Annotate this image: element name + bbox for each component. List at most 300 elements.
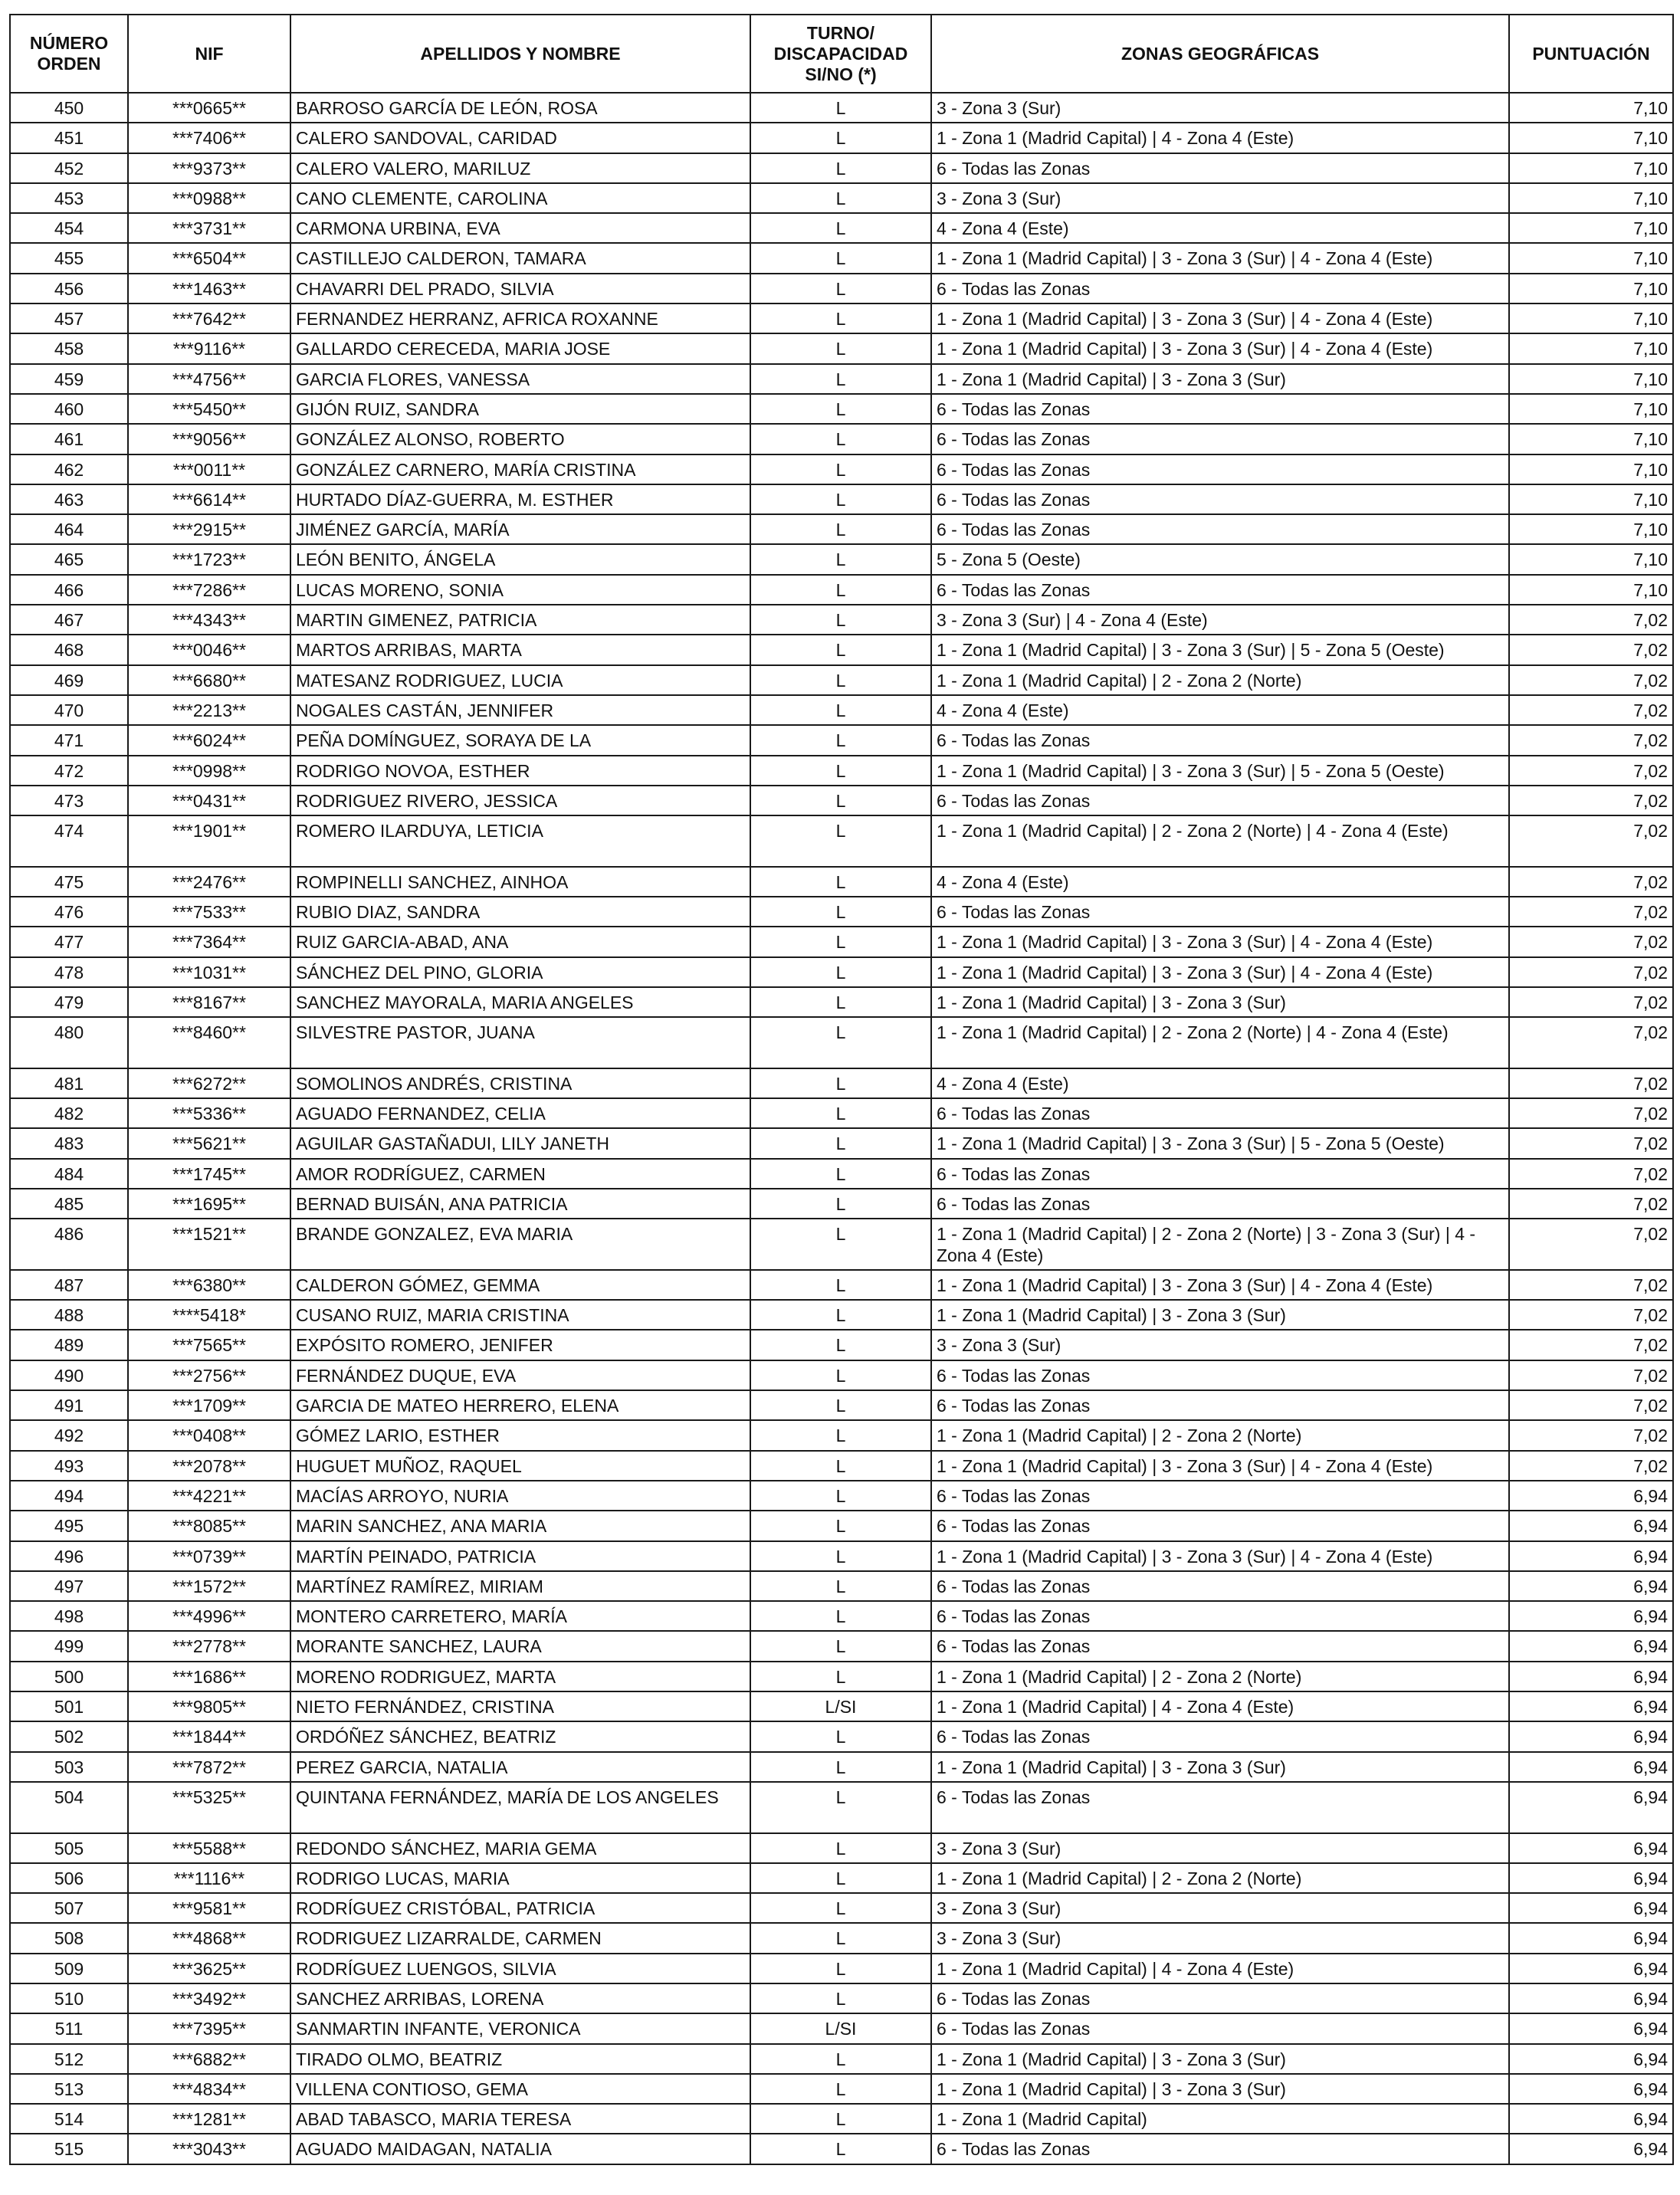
turno-cell: L <box>750 2044 931 2074</box>
table-row <box>10 514 1673 544</box>
nif-cell: ***6614** <box>128 484 290 514</box>
puntuacion-cell: 6,94 <box>1509 1631 1673 1661</box>
turno-cell: L <box>750 1017 931 1068</box>
table-row <box>10 897 1673 927</box>
table-row <box>10 484 1673 514</box>
nif-cell: ***7565** <box>128 1330 290 1360</box>
turno-cell: L <box>750 123 931 153</box>
table-row <box>10 1068 1673 1098</box>
zonas-cell: 6 - Todas las Zonas <box>931 484 1509 514</box>
numero-orden-cell: 498 <box>10 1601 128 1631</box>
zonas-cell: 3 - Zona 3 (Sur) <box>931 1893 1509 1923</box>
puntuacion-cell: 6,94 <box>1509 2044 1673 2074</box>
zonas-cell: 1 - Zona 1 (Madrid Capital) | 3 - Zona 3 (Sur) | 4 - Zona 4 (Este) <box>931 243 1509 273</box>
table-row <box>10 1691 1673 1721</box>
turno-cell: L <box>750 1571 931 1601</box>
numero-orden-cell: 471 <box>10 725 128 755</box>
nif-cell: ***0011** <box>128 454 290 484</box>
numero-orden-cell: 503 <box>10 1752 128 1782</box>
numero-orden-cell: 488 <box>10 1300 128 1330</box>
zonas-cell: 6 - Todas las Zonas <box>931 2013 1509 2043</box>
zonas-cell: 6 - Todas las Zonas <box>931 1511 1509 1540</box>
numero-orden-cell: 505 <box>10 1833 128 1863</box>
nombre-cell: GALLARDO CERECEDA, MARIA JOSE <box>290 333 750 363</box>
numero-orden-cell: 465 <box>10 544 128 574</box>
table-row <box>10 123 1673 153</box>
puntuacion-cell: 7,02 <box>1509 1330 1673 1360</box>
nif-cell: ***7364** <box>128 927 290 956</box>
nombre-cell: GARCIA FLORES, VANESSA <box>290 364 750 394</box>
numero-orden-cell: 487 <box>10 1270 128 1300</box>
nif-cell: ***1745** <box>128 1159 290 1189</box>
table-row <box>10 303 1673 333</box>
numero-orden-cell: 511 <box>10 2013 128 2043</box>
table-row <box>10 1330 1673 1360</box>
nif-cell: ***0739** <box>128 1541 290 1571</box>
zonas-cell: 1 - Zona 1 (Madrid Capital) | 3 - Zona 3 (Sur) | 5 - Zona 5 (Oeste) <box>931 635 1509 664</box>
table-row <box>10 725 1673 755</box>
nombre-cell: MARTIN GIMENEZ, PATRICIA <box>290 605 750 635</box>
numero-orden-cell: 500 <box>10 1662 128 1691</box>
nif-cell: ***9373** <box>128 153 290 183</box>
zonas-cell: 3 - Zona 3 (Sur) <box>931 183 1509 213</box>
turno-cell: L <box>750 394 931 424</box>
numero-orden-cell: 476 <box>10 897 128 927</box>
nombre-cell: SÁNCHEZ DEL PINO, GLORIA <box>290 957 750 987</box>
nif-cell: ***8167** <box>128 987 290 1017</box>
nif-cell: ***4868** <box>128 1923 290 1953</box>
table-row <box>10 1481 1673 1511</box>
nombre-cell: SOMOLINOS ANDRÉS, CRISTINA <box>290 1068 750 1098</box>
numero-orden-cell: 466 <box>10 575 128 605</box>
zonas-cell: 6 - Todas las Zonas <box>931 786 1509 815</box>
zonas-cell: 1 - Zona 1 (Madrid Capital) | 3 - Zona 3 (Sur) | 5 - Zona 5 (Oeste) <box>931 1128 1509 1158</box>
nombre-cell: RUIZ GARCIA-ABAD, ANA <box>290 927 750 956</box>
nombre-cell: BRANDE GONZALEZ, EVA MARIA <box>290 1219 750 1270</box>
puntuacion-cell: 6,94 <box>1509 1833 1673 1863</box>
turno-cell: L <box>750 333 931 363</box>
nif-cell: ***5621** <box>128 1128 290 1158</box>
nombre-cell: RODRIGUEZ LIZARRALDE, CARMEN <box>290 1923 750 1953</box>
turno-cell: L <box>750 1833 931 1863</box>
table-row <box>10 394 1673 424</box>
numero-orden-cell: 502 <box>10 1721 128 1751</box>
nif-cell: ***8085** <box>128 1511 290 1540</box>
turno-cell: L <box>750 1481 931 1511</box>
nombre-cell: MARTÍN PEINADO, PATRICIA <box>290 1541 750 1571</box>
puntuacion-cell: 6,94 <box>1509 1541 1673 1571</box>
turno-cell: L <box>750 274 931 303</box>
nif-cell: ***6272** <box>128 1068 290 1098</box>
nif-cell: ***9581** <box>128 1893 290 1923</box>
zonas-cell: 6 - Todas las Zonas <box>931 1631 1509 1661</box>
nombre-cell: NIETO FERNÁNDEZ, CRISTINA <box>290 1691 750 1721</box>
puntuacion-cell: 7,10 <box>1509 424 1673 454</box>
table-row <box>10 1954 1673 1983</box>
numero-orden-cell: 453 <box>10 183 128 213</box>
nombre-cell: AMOR RODRÍGUEZ, CARMEN <box>290 1159 750 1189</box>
table-row <box>10 1923 1673 1953</box>
puntuacion-cell: 7,02 <box>1509 1068 1673 1098</box>
turno-cell: L <box>750 1270 931 1300</box>
nif-cell: ***0046** <box>128 635 290 664</box>
table-row <box>10 544 1673 574</box>
turno-cell: L <box>750 454 931 484</box>
nombre-cell: MORANTE SANCHEZ, LAURA <box>290 1631 750 1661</box>
puntuacion-cell: 7,10 <box>1509 454 1673 484</box>
zonas-cell: 1 - Zona 1 (Madrid Capital) | 2 - Zona 2 (Norte) <box>931 1863 1509 1893</box>
nombre-cell: MORENO RODRIGUEZ, MARTA <box>290 1662 750 1691</box>
numero-orden-cell: 495 <box>10 1511 128 1540</box>
puntuacion-cell: 7,10 <box>1509 183 1673 213</box>
zonas-cell: 1 - Zona 1 (Madrid Capital) | 3 - Zona 3 (Sur) | 4 - Zona 4 (Este) <box>931 957 1509 987</box>
zonas-cell: 4 - Zona 4 (Este) <box>931 1068 1509 1098</box>
nombre-cell: BERNAD BUISÁN, ANA PATRICIA <box>290 1189 750 1219</box>
zonas-cell: 1 - Zona 1 (Madrid Capital) | 3 - Zona 3 (Sur) | 4 - Zona 4 (Este) <box>931 1451 1509 1481</box>
puntuacion-cell: 7,10 <box>1509 544 1673 574</box>
turno-cell: L <box>750 1330 931 1360</box>
numero-orden-cell: 461 <box>10 424 128 454</box>
table-row <box>10 333 1673 363</box>
nif-cell: ***5325** <box>128 1782 290 1833</box>
numero-orden-cell: 467 <box>10 605 128 635</box>
turno-cell: L <box>750 1863 931 1893</box>
nombre-cell: VILLENA CONTIOSO, GEMA <box>290 2074 750 2104</box>
nombre-cell: TIRADO OLMO, BEATRIZ <box>290 2044 750 2074</box>
puntuacion-cell: 6,94 <box>1509 1893 1673 1923</box>
turno-cell: L <box>750 1983 931 2013</box>
numero-orden-cell: 510 <box>10 1983 128 2013</box>
nif-cell: ***1844** <box>128 1721 290 1751</box>
table-row <box>10 1420 1673 1450</box>
nombre-cell: SANMARTIN INFANTE, VERONICA <box>290 2013 750 2043</box>
numero-orden-cell: 509 <box>10 1954 128 1983</box>
nif-cell: ***1116** <box>128 1863 290 1893</box>
turno-cell: L <box>750 303 931 333</box>
table-row <box>10 153 1673 183</box>
table-row <box>10 957 1673 987</box>
nif-cell: ***5588** <box>128 1833 290 1863</box>
turno-cell: L <box>750 1159 931 1189</box>
results-table <box>9 14 1674 2165</box>
nif-cell: ***7286** <box>128 575 290 605</box>
nif-cell: ***4343** <box>128 605 290 635</box>
header-turno-discapacidad: TURNO/ DISCAPACIDAD SI/NO (*) <box>750 15 931 93</box>
nif-cell: ***9805** <box>128 1691 290 1721</box>
puntuacion-cell: 7,10 <box>1509 394 1673 424</box>
table-row <box>10 1893 1673 1923</box>
puntuacion-cell: 7,02 <box>1509 1159 1673 1189</box>
table-row <box>10 786 1673 815</box>
numero-orden-cell: 463 <box>10 484 128 514</box>
nombre-cell: HURTADO DÍAZ-GUERRA, M. ESTHER <box>290 484 750 514</box>
numero-orden-cell: 512 <box>10 2044 128 2074</box>
table-row <box>10 1017 1673 1068</box>
numero-orden-cell: 489 <box>10 1330 128 1360</box>
numero-orden-cell: 496 <box>10 1541 128 1571</box>
nombre-cell: ABAD TABASCO, MARIA TERESA <box>290 2104 750 2134</box>
puntuacion-cell: 6,94 <box>1509 1863 1673 1893</box>
zonas-cell: 4 - Zona 4 (Este) <box>931 695 1509 725</box>
table-row <box>10 867 1673 897</box>
table-row <box>10 1300 1673 1330</box>
table-row <box>10 1451 1673 1481</box>
table-row <box>10 2104 1673 2134</box>
puntuacion-cell: 7,02 <box>1509 1300 1673 1330</box>
puntuacion-cell: 7,10 <box>1509 213 1673 243</box>
zonas-cell: 1 - Zona 1 (Madrid Capital) | 3 - Zona 3 (Sur) | 5 - Zona 5 (Oeste) <box>931 756 1509 786</box>
nombre-cell: NOGALES CASTÁN, JENNIFER <box>290 695 750 725</box>
zonas-cell: 1 - Zona 1 (Madrid Capital) | 4 - Zona 4 (Este) <box>931 1954 1509 1983</box>
table-row <box>10 2044 1673 2074</box>
header-numero-orden: NÚMERO ORDEN <box>10 15 128 93</box>
table-row <box>10 1721 1673 1751</box>
nif-cell: ***6680** <box>128 665 290 695</box>
nif-cell: ***0988** <box>128 183 290 213</box>
turno-cell: L <box>750 183 931 213</box>
nombre-cell: RODRIGUEZ RIVERO, JESSICA <box>290 786 750 815</box>
nif-cell: ***1723** <box>128 544 290 574</box>
puntuacion-cell: 6,94 <box>1509 1782 1673 1833</box>
zonas-cell: 1 - Zona 1 (Madrid Capital) | 2 - Zona 2 (Norte) <box>931 1662 1509 1691</box>
zonas-cell: 4 - Zona 4 (Este) <box>931 867 1509 897</box>
nombre-cell: SILVESTRE PASTOR, JUANA <box>290 1017 750 1068</box>
nombre-cell: MARTÍNEZ RAMÍREZ, MIRIAM <box>290 1571 750 1601</box>
turno-cell: L <box>750 1721 931 1751</box>
zonas-cell: 1 - Zona 1 (Madrid Capital) | 3 - Zona 3 (Sur) | 4 - Zona 4 (Este) <box>931 1270 1509 1300</box>
turno-cell: L <box>750 213 931 243</box>
turno-cell: L <box>750 2074 931 2104</box>
turno-cell: L <box>750 1390 931 1420</box>
zonas-cell: 6 - Todas las Zonas <box>931 394 1509 424</box>
zonas-cell: 6 - Todas las Zonas <box>931 1189 1509 1219</box>
zonas-cell: 1 - Zona 1 (Madrid Capital) | 3 - Zona 3 (Sur) <box>931 1300 1509 1330</box>
puntuacion-cell: 7,02 <box>1509 987 1673 1017</box>
turno-cell: L <box>750 1954 931 1983</box>
puntuacion-cell: 7,02 <box>1509 867 1673 897</box>
nif-cell: ***7872** <box>128 1752 290 1782</box>
turno-cell: L <box>750 927 931 956</box>
zonas-cell: 1 - Zona 1 (Madrid Capital) | 2 - Zona 2 (Norte) <box>931 1420 1509 1450</box>
nif-cell: ***8460** <box>128 1017 290 1068</box>
table-row <box>10 1390 1673 1420</box>
nif-cell: ***1709** <box>128 1390 290 1420</box>
numero-orden-cell: 462 <box>10 454 128 484</box>
nif-cell: ***2756** <box>128 1360 290 1390</box>
zonas-cell: 1 - Zona 1 (Madrid Capital) <box>931 2104 1509 2134</box>
numero-orden-cell: 501 <box>10 1691 128 1721</box>
puntuacion-cell: 7,10 <box>1509 274 1673 303</box>
zonas-cell: 6 - Todas las Zonas <box>931 274 1509 303</box>
puntuacion-cell: 7,10 <box>1509 243 1673 273</box>
nombre-cell: EXPÓSITO ROMERO, JENIFER <box>290 1330 750 1360</box>
nombre-cell: LEÓN BENITO, ÁNGELA <box>290 544 750 574</box>
nif-cell: ***6024** <box>128 725 290 755</box>
puntuacion-cell: 7,02 <box>1509 786 1673 815</box>
table-row <box>10 1782 1673 1833</box>
turno-cell: L <box>750 1098 931 1128</box>
numero-orden-cell: 481 <box>10 1068 128 1098</box>
nombre-cell: FERNÁNDEZ DUQUE, EVA <box>290 1360 750 1390</box>
turno-cell: L <box>750 1631 931 1661</box>
table-row <box>10 1098 1673 1128</box>
puntuacion-cell: 7,10 <box>1509 93 1673 123</box>
numero-orden-cell: 472 <box>10 756 128 786</box>
puntuacion-cell: 7,02 <box>1509 1360 1673 1390</box>
nif-cell: ***2915** <box>128 514 290 544</box>
nif-cell: ***0998** <box>128 756 290 786</box>
header-apellidos-nombre: APELLIDOS Y NOMBRE <box>290 15 750 93</box>
nombre-cell: CANO CLEMENTE, CAROLINA <box>290 183 750 213</box>
nif-cell: ***5336** <box>128 1098 290 1128</box>
turno-cell: L <box>750 1601 931 1631</box>
turno-cell: L <box>750 987 931 1017</box>
puntuacion-cell: 7,02 <box>1509 756 1673 786</box>
numero-orden-cell: 485 <box>10 1189 128 1219</box>
puntuacion-cell: 6,94 <box>1509 1954 1673 1983</box>
numero-orden-cell: 464 <box>10 514 128 544</box>
zonas-cell: 3 - Zona 3 (Sur) | 4 - Zona 4 (Este) <box>931 605 1509 635</box>
numero-orden-cell: 474 <box>10 815 128 867</box>
puntuacion-cell: 7,02 <box>1509 1189 1673 1219</box>
turno-cell: L <box>750 756 931 786</box>
nombre-cell: MARIN SANCHEZ, ANA MARIA <box>290 1511 750 1540</box>
numero-orden-cell: 468 <box>10 635 128 664</box>
nif-cell: ***1686** <box>128 1662 290 1691</box>
table-row <box>10 1662 1673 1691</box>
turno-cell: L/SI <box>750 2013 931 2043</box>
turno-cell: L <box>750 897 931 927</box>
numero-orden-cell: 494 <box>10 1481 128 1511</box>
table-row <box>10 1360 1673 1390</box>
table-row <box>10 665 1673 695</box>
table-row <box>10 1159 1673 1189</box>
puntuacion-cell: 6,94 <box>1509 2134 1673 2164</box>
numero-orden-cell: 514 <box>10 2104 128 2134</box>
puntuacion-cell: 7,02 <box>1509 1098 1673 1128</box>
puntuacion-cell: 6,94 <box>1509 1721 1673 1751</box>
puntuacion-cell: 7,02 <box>1509 1270 1673 1300</box>
table-row <box>10 364 1673 394</box>
numero-orden-cell: 499 <box>10 1631 128 1661</box>
turno-cell: L <box>750 544 931 574</box>
zonas-cell: 6 - Todas las Zonas <box>931 424 1509 454</box>
turno-cell: L <box>750 695 931 725</box>
nombre-cell: GONZÁLEZ CARNERO, MARÍA CRISTINA <box>290 454 750 484</box>
nif-cell: ***3625** <box>128 1954 290 1983</box>
zonas-cell: 6 - Todas las Zonas <box>931 153 1509 183</box>
puntuacion-cell: 6,94 <box>1509 2074 1673 2104</box>
table-row <box>10 2134 1673 2164</box>
table-row <box>10 424 1673 454</box>
puntuacion-cell: 7,10 <box>1509 364 1673 394</box>
nombre-cell: CARMONA URBINA, EVA <box>290 213 750 243</box>
nif-cell: ***2213** <box>128 695 290 725</box>
table-row <box>10 2013 1673 2043</box>
table-row <box>10 1541 1673 1571</box>
turno-cell: L <box>750 1420 931 1450</box>
turno-cell: L <box>750 153 931 183</box>
puntuacion-cell: 7,02 <box>1509 665 1673 695</box>
numero-orden-cell: 493 <box>10 1451 128 1481</box>
turno-cell: L <box>750 424 931 454</box>
nombre-cell: ROMERO ILARDUYA, LETICIA <box>290 815 750 867</box>
nif-cell: ***1031** <box>128 957 290 987</box>
nif-cell: ***7642** <box>128 303 290 333</box>
nif-cell: ***0431** <box>128 786 290 815</box>
numero-orden-cell: 482 <box>10 1098 128 1128</box>
numero-orden-cell: 452 <box>10 153 128 183</box>
zonas-cell: 1 - Zona 1 (Madrid Capital) | 3 - Zona 3 (Sur) | 4 - Zona 4 (Este) <box>931 927 1509 956</box>
table-row <box>10 1631 1673 1661</box>
table-row <box>10 274 1673 303</box>
nif-cell: ***4834** <box>128 2074 290 2104</box>
nombre-cell: CHAVARRI DEL PRADO, SILVIA <box>290 274 750 303</box>
turno-cell: L <box>750 1923 931 1953</box>
numero-orden-cell: 455 <box>10 243 128 273</box>
numero-orden-cell: 459 <box>10 364 128 394</box>
nif-cell: ***9056** <box>128 424 290 454</box>
zonas-cell: 6 - Todas las Zonas <box>931 1983 1509 2013</box>
nombre-cell: GÓMEZ LARIO, ESTHER <box>290 1420 750 1450</box>
nif-cell: ***2078** <box>128 1451 290 1481</box>
turno-cell: L <box>750 2104 931 2134</box>
turno-cell: L <box>750 2134 931 2164</box>
table-row <box>10 695 1673 725</box>
nombre-cell: ROMPINELLI SANCHEZ, AINHOA <box>290 867 750 897</box>
numero-orden-cell: 504 <box>10 1782 128 1833</box>
zonas-cell: 1 - Zona 1 (Madrid Capital) | 4 - Zona 4 (Este) <box>931 1691 1509 1721</box>
zonas-cell: 6 - Todas las Zonas <box>931 725 1509 755</box>
nombre-cell: GONZÁLEZ ALONSO, ROBERTO <box>290 424 750 454</box>
zonas-cell: 1 - Zona 1 (Madrid Capital) | 2 - Zona 2 (Norte) | 4 - Zona 4 (Este) <box>931 1017 1509 1068</box>
turno-cell: L <box>750 1541 931 1571</box>
nombre-cell: RUBIO DIAZ, SANDRA <box>290 897 750 927</box>
numero-orden-cell: 450 <box>10 93 128 123</box>
turno-cell: L <box>750 1782 931 1833</box>
table-row <box>10 815 1673 867</box>
nombre-cell: SANCHEZ MAYORALA, MARIA ANGELES <box>290 987 750 1017</box>
puntuacion-cell: 7,02 <box>1509 1390 1673 1420</box>
turno-cell: L <box>750 1662 931 1691</box>
nif-cell: ***5450** <box>128 394 290 424</box>
puntuacion-cell: 7,10 <box>1509 575 1673 605</box>
nombre-cell: REDONDO SÁNCHEZ, MARIA GEMA <box>290 1833 750 1863</box>
turno-cell: L/SI <box>750 1691 931 1721</box>
numero-orden-cell: 508 <box>10 1923 128 1953</box>
numero-orden-cell: 483 <box>10 1128 128 1158</box>
table-row <box>10 1219 1673 1270</box>
turno-cell: L <box>750 1451 931 1481</box>
nombre-cell: MACÍAS ARROYO, NURIA <box>290 1481 750 1511</box>
numero-orden-cell: 457 <box>10 303 128 333</box>
nif-cell: ***7395** <box>128 2013 290 2043</box>
nif-cell: ***1695** <box>128 1189 290 1219</box>
turno-cell: L <box>750 1360 931 1390</box>
puntuacion-cell: 6,94 <box>1509 1662 1673 1691</box>
header-puntuacion: PUNTUACIÓN <box>1509 15 1673 93</box>
nif-cell: ***9116** <box>128 333 290 363</box>
puntuacion-cell: 7,02 <box>1509 1420 1673 1450</box>
numero-orden-cell: 470 <box>10 695 128 725</box>
turno-cell: L <box>750 364 931 394</box>
nif-cell: ***1572** <box>128 1571 290 1601</box>
zonas-cell: 1 - Zona 1 (Madrid Capital) | 3 - Zona 3 (Sur) <box>931 1752 1509 1782</box>
numero-orden-cell: 475 <box>10 867 128 897</box>
numero-orden-cell: 506 <box>10 1863 128 1893</box>
puntuacion-cell: 7,02 <box>1509 635 1673 664</box>
numero-orden-cell: 479 <box>10 987 128 1017</box>
